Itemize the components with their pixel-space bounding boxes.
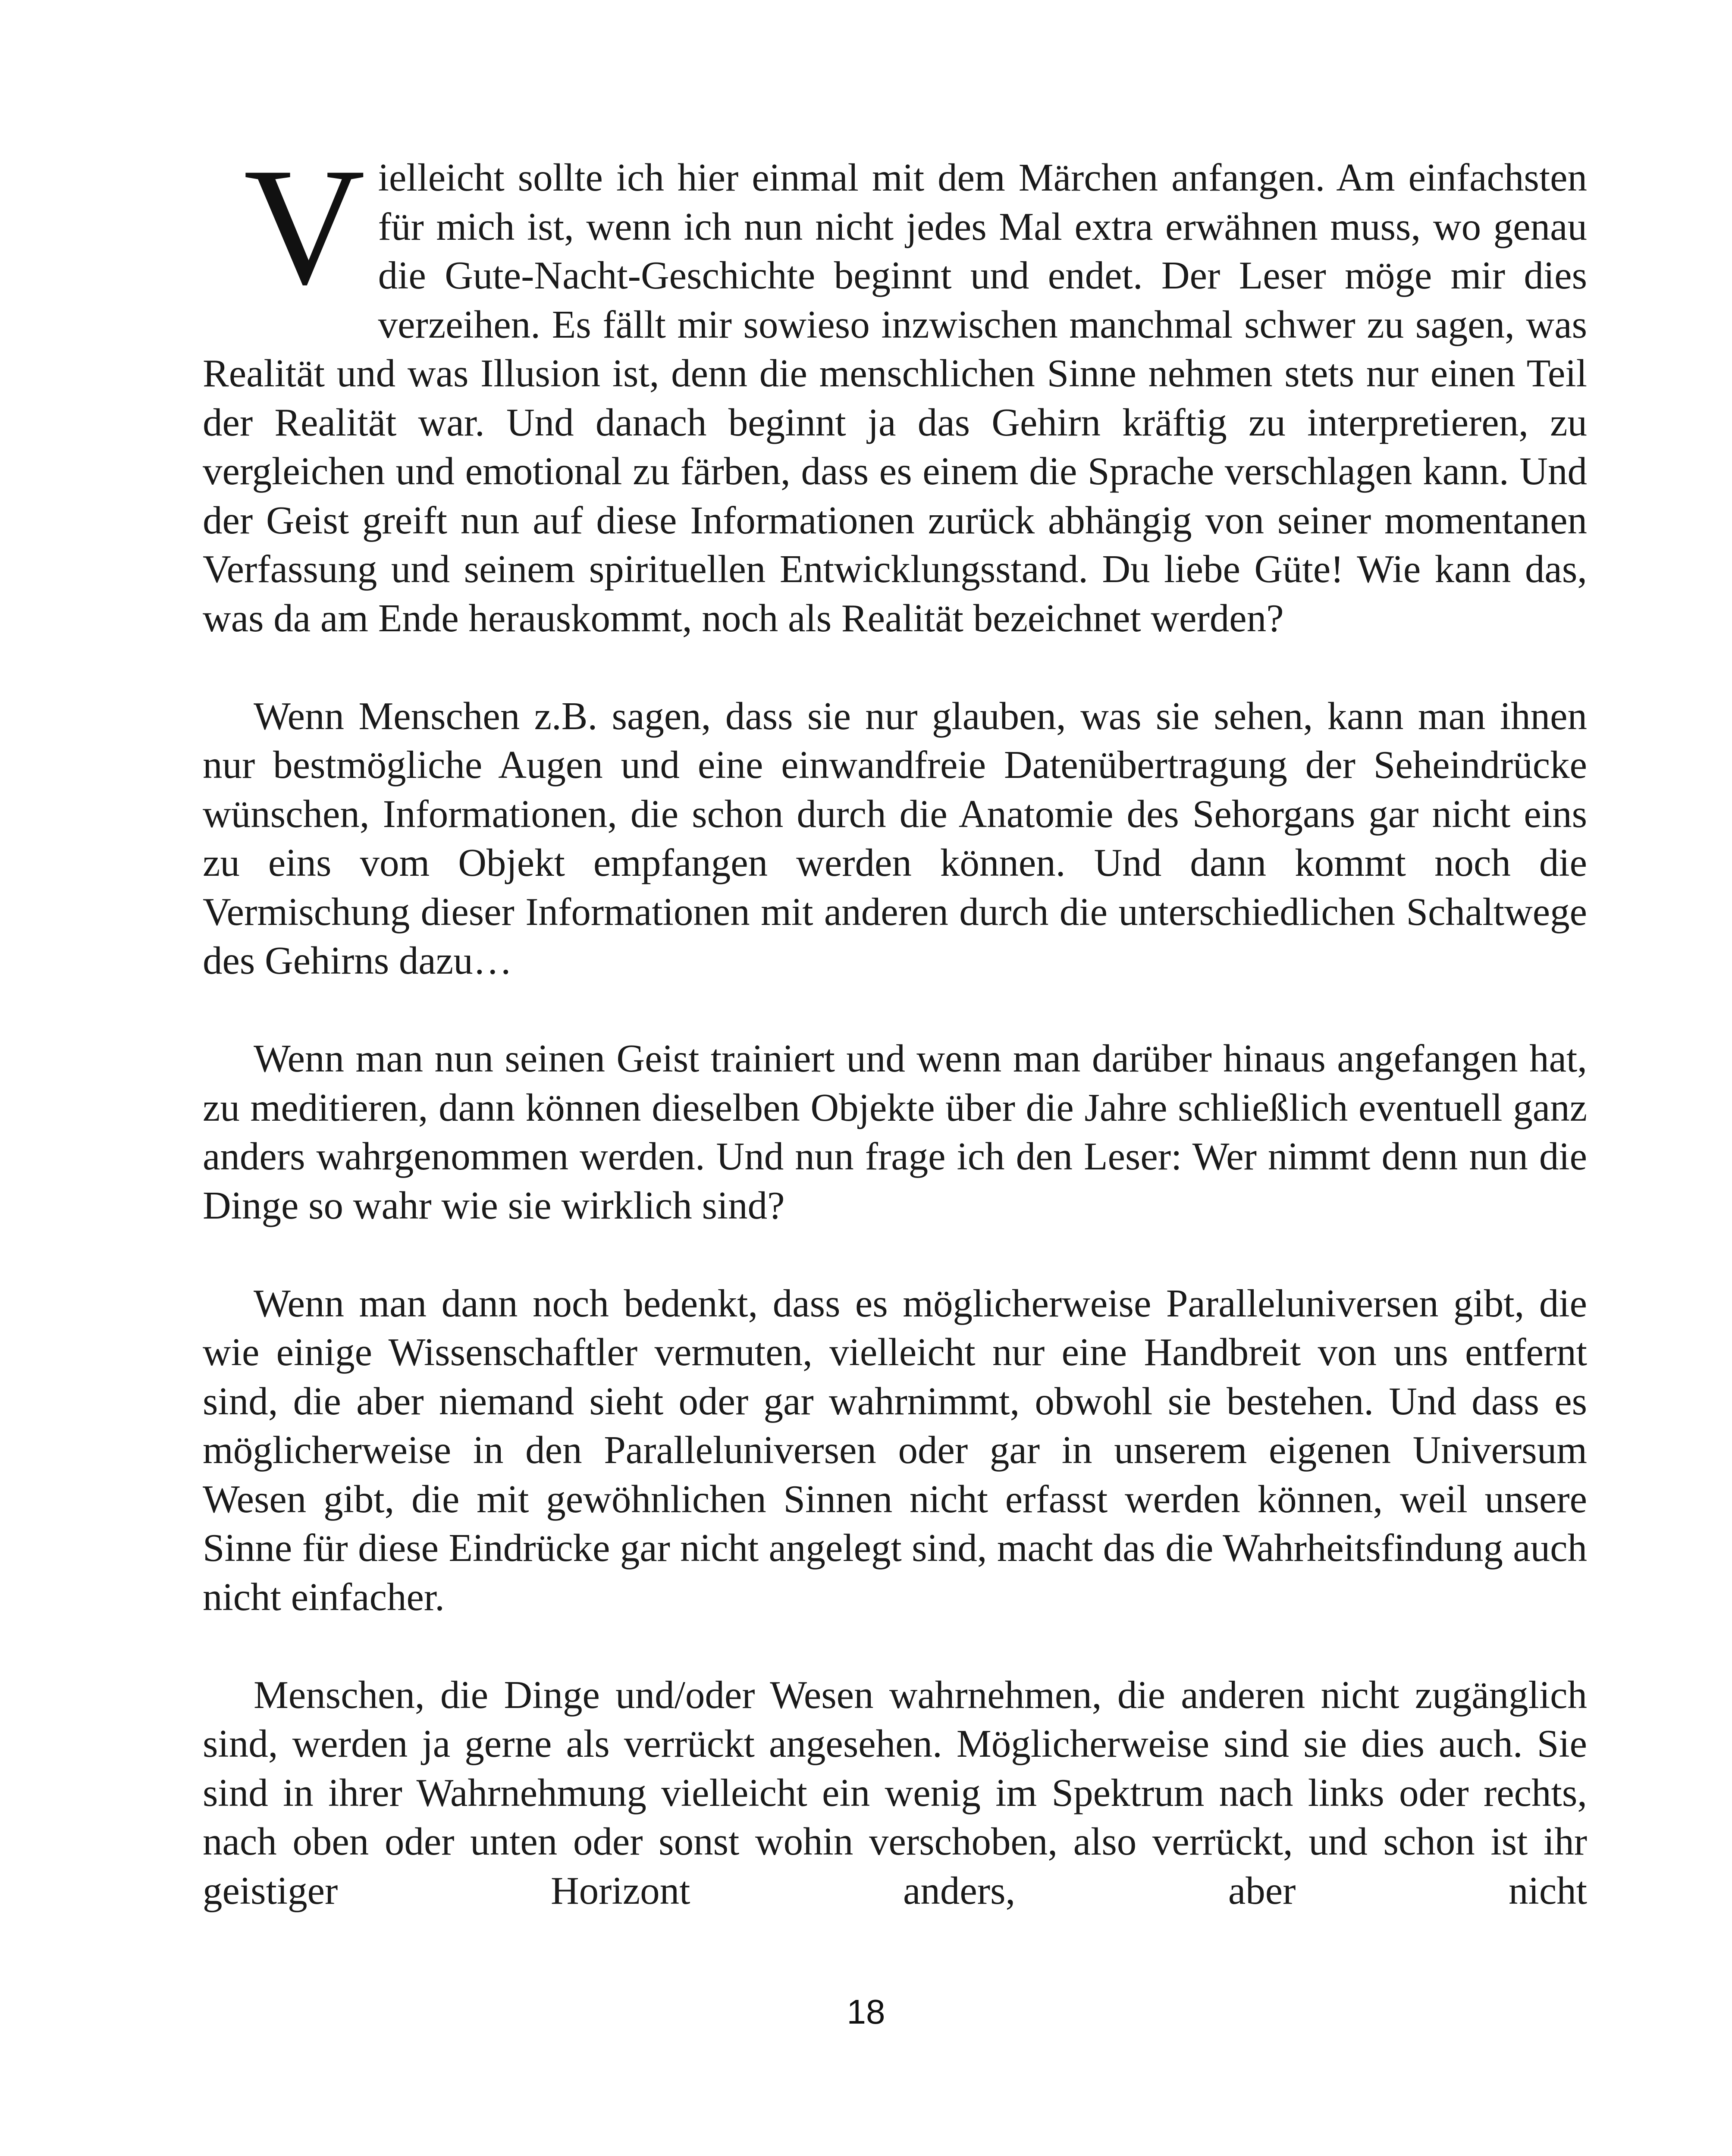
paragraph-1	[203, 133, 1587, 642]
body-text	[203, 133, 1587, 1915]
paragraph-1-text: ielleicht sollte ich hier einmal mit dem Märchen anfangen. Am einfachsten für mich ist, wenn ich nun nicht jedes Mal extra erwähnen muss, wo genau die Gute-Nacht-Geschichte beginnt und endet. Der Leser möge mir dies verzeihen. Es fällt mir sowieso inzwischen manchmal schwer zu sagen, was Realität und was Illusion ist, denn die menschlichen Sinne nehmen stets nur einen Teil der Realität war. Und danach beginnt ja das Gehirn kräftig zu interpretieren, zu vergleichen und emotional zu färben, dass es einem die Sprache verschlagen kann. Und der Geist greift nun auf diese Informationen zurück abhängig von seiner momentanen Verfassung und seinem spirituellen Entwicklungsstand. Du liebe Güte! Wie kann das, was da am Ende herauskommt, noch als Realität bezeichnet werden?	[203, 156, 1587, 640]
drop-cap: V	[244, 133, 365, 320]
paragraph-3: Wenn man nun seinen Geist trainiert und wenn man darüber hinaus angefangen hat, zu meditieren, dann können dieselben Objekte über die Jahre schließlich eventuell ganz anders wahrgenommen werden. Und nun frage ich den Leser: Wer nimmt denn nun die Dinge so wahr wie sie wirklich sind?	[203, 1037, 1587, 1227]
paragraph-5: Menschen, die Dinge und/oder Wesen wahrnehmen, die anderen nicht zugänglich sind, werden ja gerne als verrückt angesehen. Möglicherweise sind sie dies auch. Sie sind in ihrer Wahrnehmung vielleicht ein wenig im Spektrum nach links oder rechts, nach oben oder unten oder sonst wohin verschoben, also verrückt, und schon ist ihr geistiger Horizont anders, aber nicht	[203, 1673, 1587, 1912]
paragraph-4: Wenn man dann noch bedenkt, dass es möglicherweise Paralleluniversen gibt, die wie einige Wissenschaftler vermuten, vielleicht nur eine Handbreit von uns entfernt sind, die aber niemand sieht oder gar wahrnimmt, obwohl sie bestehen. Und dass es möglicherweise in den Paralleluniversen oder gar in unserem eigenen Universum Wesen gibt, die mit gewöhnlichen Sinnen nicht erfasst werden können, weil unsere Sinne für diese Eindrücke gar nicht angelegt sind, macht das die Wahrheitsfindung auch nicht einfacher.	[203, 1281, 1587, 1619]
paragraph-2: Wenn Menschen z.B. sagen, dass sie nur glauben, was sie sehen, kann man ihnen nur bestmögliche Augen und eine einwandfreie Datenübertragung der Seheindrücke wünschen, Informationen, die schon durch die Anatomie des Sehorgans gar nicht eins zu eins vom Objekt empfangen werden können. Und dann kommt noch die Vermischung dieser Informationen mit anderen durch die unterschiedlichen Schaltwege des Gehirns dazu…	[203, 694, 1587, 982]
page-number: 18	[847, 1993, 885, 2031]
